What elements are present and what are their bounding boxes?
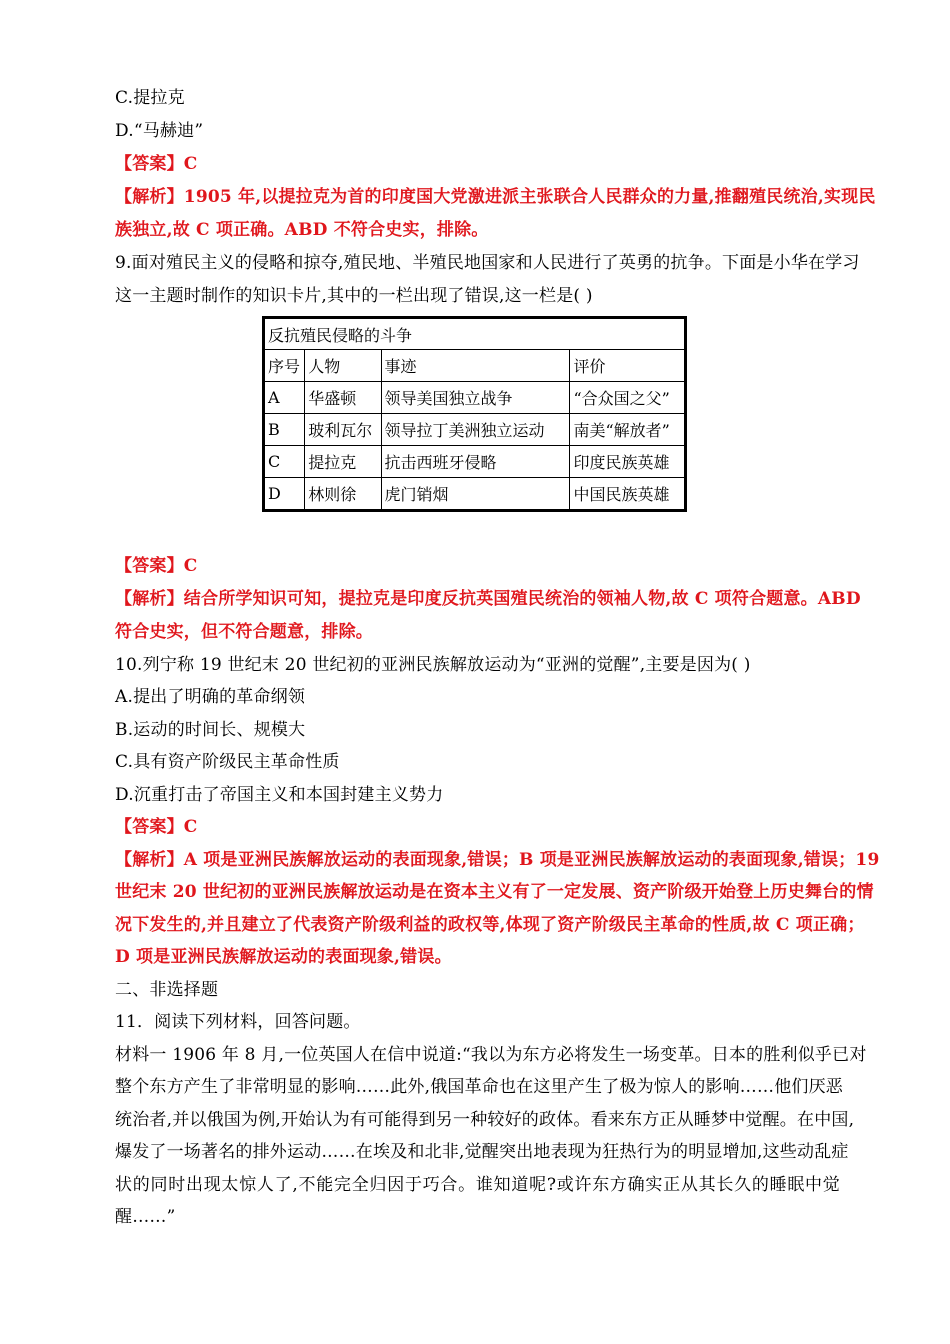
material-1-line3: 统治者,并以俄国为例,开始认为有可能得到另一种较好的政体。看来东方正从睡梦中觉醒。在中国,: [115, 1110, 855, 1130]
analysis-q10-line1: 【解析】A 项是亚洲民族解放运动的表面现象,错误；B 项是亚洲民族解放运动的表面现象,错误；19: [115, 850, 880, 870]
header-cell: 人物: [305, 350, 381, 382]
table-row: [264, 446, 686, 478]
question-11-stem: 11．阅读下列材料，回答问题。: [115, 1012, 361, 1032]
analysis-q10-line3: 况下发生的,并且建立了代表资产阶级利益的政权等,体现了资产阶级民主革命的性质,故 C 项正确；: [115, 915, 865, 935]
section-heading: 二、非选择题: [115, 980, 219, 1000]
option-d-q8: D.“马赫迪”: [115, 121, 204, 141]
table-header-row: [264, 350, 686, 382]
material-1-line5: 状的同时出现太惊人了,不能完全归因于巧合。谁知道呢?或许东方确实正从其长久的睡眠中觉: [115, 1175, 840, 1195]
table-cell: B: [264, 414, 305, 446]
option-d-q10: D.沉重打击了帝国主义和本国封建主义势力: [115, 785, 444, 805]
table-cell: 南美“解放者”: [570, 414, 686, 446]
material-1-line4: 爆发了一场著名的排外运动……在埃及和北非,觉醒突出地表现为狂热行为的明显增加,这些动乱症: [115, 1142, 849, 1162]
option-b-q10: B.运动的时间长、规模大: [115, 720, 306, 740]
analysis-q8-line1: 【解析】1905 年,以提拉克为首的印度国大党激进派主张联合人民群众的力量,推翻殖民统治,实现民: [115, 187, 876, 207]
analysis-q9-line2: 符合史实，但不符合题意，排除。: [115, 622, 373, 642]
analysis-q10-line4: D 项是亚洲民族解放运动的表面现象,错误。: [115, 947, 452, 967]
material-1-line1: 材料一 1906 年 8 月,一位英国人在信中说道:“我以为东方必将发生一场变革。日本的胜利似乎已对: [115, 1045, 867, 1065]
option-c-q10: C.具有资产阶级民主革命性质: [115, 752, 340, 772]
table-row: [264, 478, 686, 511]
option-a-q10: A.提出了明确的革命纲领: [115, 687, 306, 707]
table-cell: 领导美国独立战争: [381, 382, 570, 414]
answer-q8: 【答案】C: [115, 154, 198, 174]
table-cell: 印度民族英雄: [570, 446, 686, 478]
table-cell: 抗击西班牙侵略: [381, 446, 570, 478]
question-9-stem-line2: 这一主题时制作的知识卡片,其中的一栏出现了错误,这一栏是( ): [115, 286, 593, 306]
material-1-line6: 醒……”: [115, 1207, 176, 1227]
header-cell: 评价: [570, 350, 686, 382]
table-cell: 中国民族英雄: [570, 478, 686, 511]
table-cell: 林则徐: [305, 478, 381, 511]
table-cell: 虎门销烟: [381, 478, 570, 511]
header-cell: 序号: [264, 350, 305, 382]
table-cell: C: [264, 446, 305, 478]
table-title-row: [264, 318, 686, 350]
table-cell: “合众国之父”: [570, 382, 686, 414]
answer-q10: 【答案】C: [115, 817, 198, 837]
question-10-stem: 10.列宁称 19 世纪末 20 世纪初的亚洲民族解放运动为“亚洲的觉醒”,主要是因为( ): [115, 655, 751, 675]
table-title: 反抗殖民侵略的斗争: [264, 318, 686, 350]
header-cell: 事迹: [381, 350, 570, 382]
analysis-q10-line2: 世纪末 20 世纪初的亚洲民族解放运动是在资本主义有了一定发展、资产阶级开始登上历史舞台的情: [115, 882, 874, 902]
table-row: [264, 414, 686, 446]
option-c-q8: C.提拉克: [115, 88, 185, 108]
table-cell: 提拉克: [305, 446, 381, 478]
table-cell: 华盛顿: [305, 382, 381, 414]
question-9-stem-line1: 9.面对殖民主义的侵略和掠夺,殖民地、半殖民地国家和人民进行了英勇的抗争。下面是小华在学习: [115, 253, 860, 273]
knowledge-card-table: [262, 316, 687, 512]
table-row: [264, 382, 686, 414]
table-cell: 领导拉丁美洲独立运动: [381, 414, 570, 446]
table-cell: D: [264, 478, 305, 511]
answer-q9: 【答案】C: [115, 556, 198, 576]
table-cell: 玻利瓦尔: [305, 414, 381, 446]
table-cell: A: [264, 382, 305, 414]
analysis-q8-line2: 族独立,故 C 项正确。ABD 不符合史实，排除。: [115, 220, 489, 240]
material-1-line2: 整个东方产生了非常明显的影响……此外,俄国革命也在这里产生了极为惊人的影响……他们厌恶: [115, 1077, 844, 1097]
analysis-q9-line1: 【解析】结合所学知识可知，提拉克是印度反抗英国殖民统治的领袖人物,故 C 项符合题意。ABD: [115, 589, 861, 609]
